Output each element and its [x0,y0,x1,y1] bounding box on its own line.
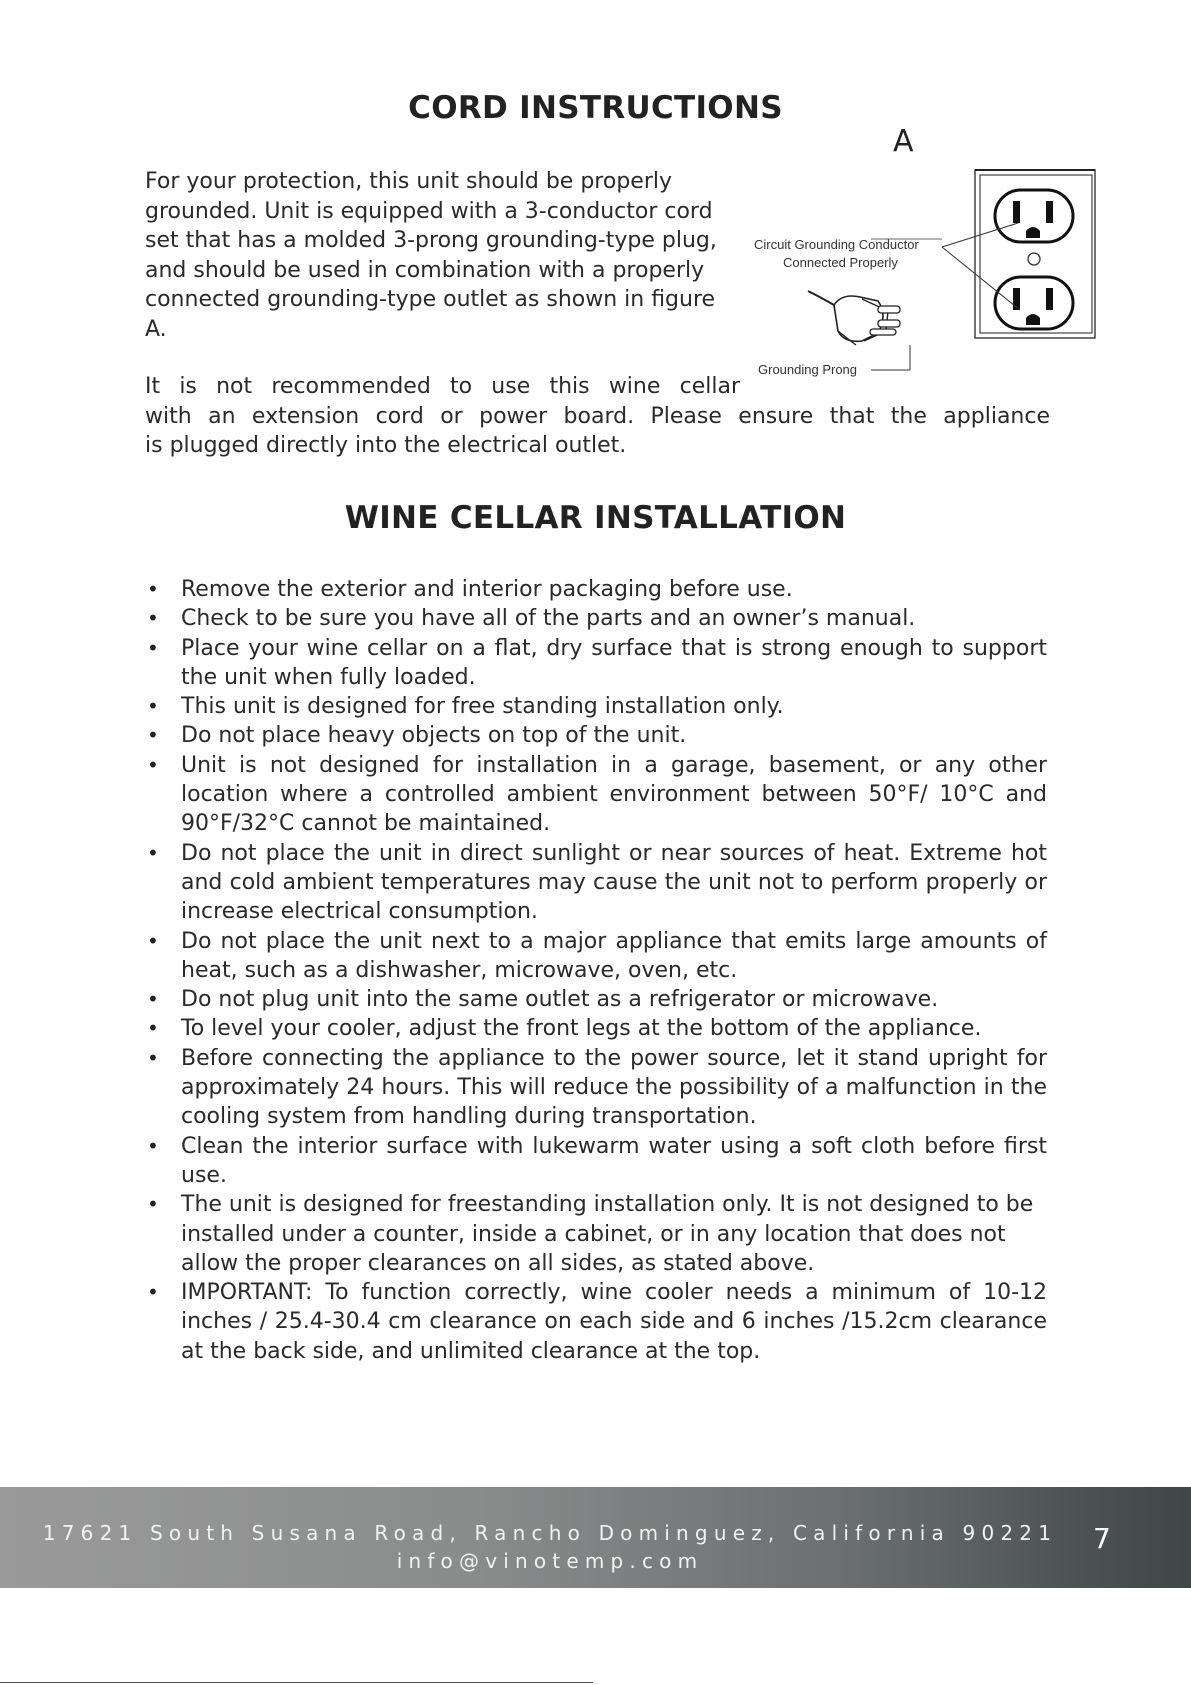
page-number: 7 [1093,1522,1111,1555]
list-item: • Before connecting the appliance to the power source, let it stand upright for approximately 24 hours. This will reduce the possibility of a malfunction in the cooling system from handling during transportation. [145,1044,1047,1132]
list-item: • Do not place heavy objects on top of the unit. [145,721,1047,750]
list-item: • This unit is designed for free standing installation only. [145,692,1047,721]
list-item: • Place your wine cellar on a flat, dry surface that is strong enough to support the unit when fully loaded. [145,634,1047,693]
cord-paragraph-2-line-2: with an extension cord or power board. Please ensure that the appliance [145,403,1050,429]
footer-email: info@vinotemp.com [396,1549,704,1573]
plate-screw [1028,253,1040,265]
list-item: • The unit is designed for freestanding installation only. It is not designed to be installed under a counter, inside a cabinet, or in any location that does not allow the proper clearances on all sides, as stated above. [145,1190,1047,1278]
cord-paragraph-2-line-1: It is not recommended to use this wine cellar [145,374,740,399]
upper-slot-left [1013,201,1020,223]
installation-title: WINE CELLAR INSTALLATION [344,500,847,536]
conductor-label-line-1: Circuit Grounding Conductor [754,237,919,252]
cord-paragraph-2 [145,372,1050,461]
three-prong-plug [808,291,900,345]
cord-paragraph-1: For your protection, this unit should be properly grounded. Unit is equipped with a 3-conductor cord set that has a molded 3-prong grounding-type plug, and should be used in combination with a properly connected grounding-type outlet as shown in figure A. [145,169,717,342]
grounding-prong-label: Grounding Prong [758,362,858,377]
list-item: • Clean the interior surface with lukewarm water using a soft cloth before first use. [145,1132,1047,1191]
conductor-label-line-2: Connected Properly [783,255,898,270]
footer-address: 17621 South Susana Road, Rancho Dominguez, California 90221 [42,1521,1058,1545]
figure-label: A [893,124,914,159]
installation-list [145,575,1047,1366]
list-item: • Do not plug unit into the same outlet as a refrigerator or microwave. [145,985,1047,1014]
list-item: • Remove the exterior and interior packaging before use. [145,575,1047,604]
outlet-diagram [750,165,1100,385]
list-item: • Unit is not designed for installation in a garage, basement, or any other location where a controlled ambient environment between 50°F/ 10°C and 90°F/32°C cannot be maintained. [145,751,1047,839]
cord-paragraph-2-line-3: is plugged directly into the electrical outlet. [145,433,627,458]
list-item: • IMPORTANT: To function correctly, wine cooler needs a minimum of 10-12 inches / 25.4-30.4 cm clearance on each side and 6 inches /15.2cm clearance at the back side, and unlimited clearance at the top. [145,1278,1047,1366]
cord-instructions-title-text: CORD INSTRUCTIONS [408,90,783,126]
lower-slot-right [1046,288,1053,310]
list-item: • Do not place the unit next to a major appliance that emits large amounts of heat, such as a dishwasher, microwave, oven, etc. [145,927,1047,986]
list-item: • To level your cooler, adjust the front legs at the bottom of the appliance. [145,1014,1047,1043]
bottom-rule [0,1682,593,1683]
list-item: • Do not place the unit in direct sunlight or near sources of heat. Extreme hot and cold ambient temperatures may cause the unit not to perform properly or increase electrical consumption. [145,839,1047,927]
list-item: • Check to be sure you have all of the parts and an owner’s manual. [145,604,1047,633]
cord-instructions-title [0,90,1191,126]
upper-slot-right [1046,201,1053,223]
